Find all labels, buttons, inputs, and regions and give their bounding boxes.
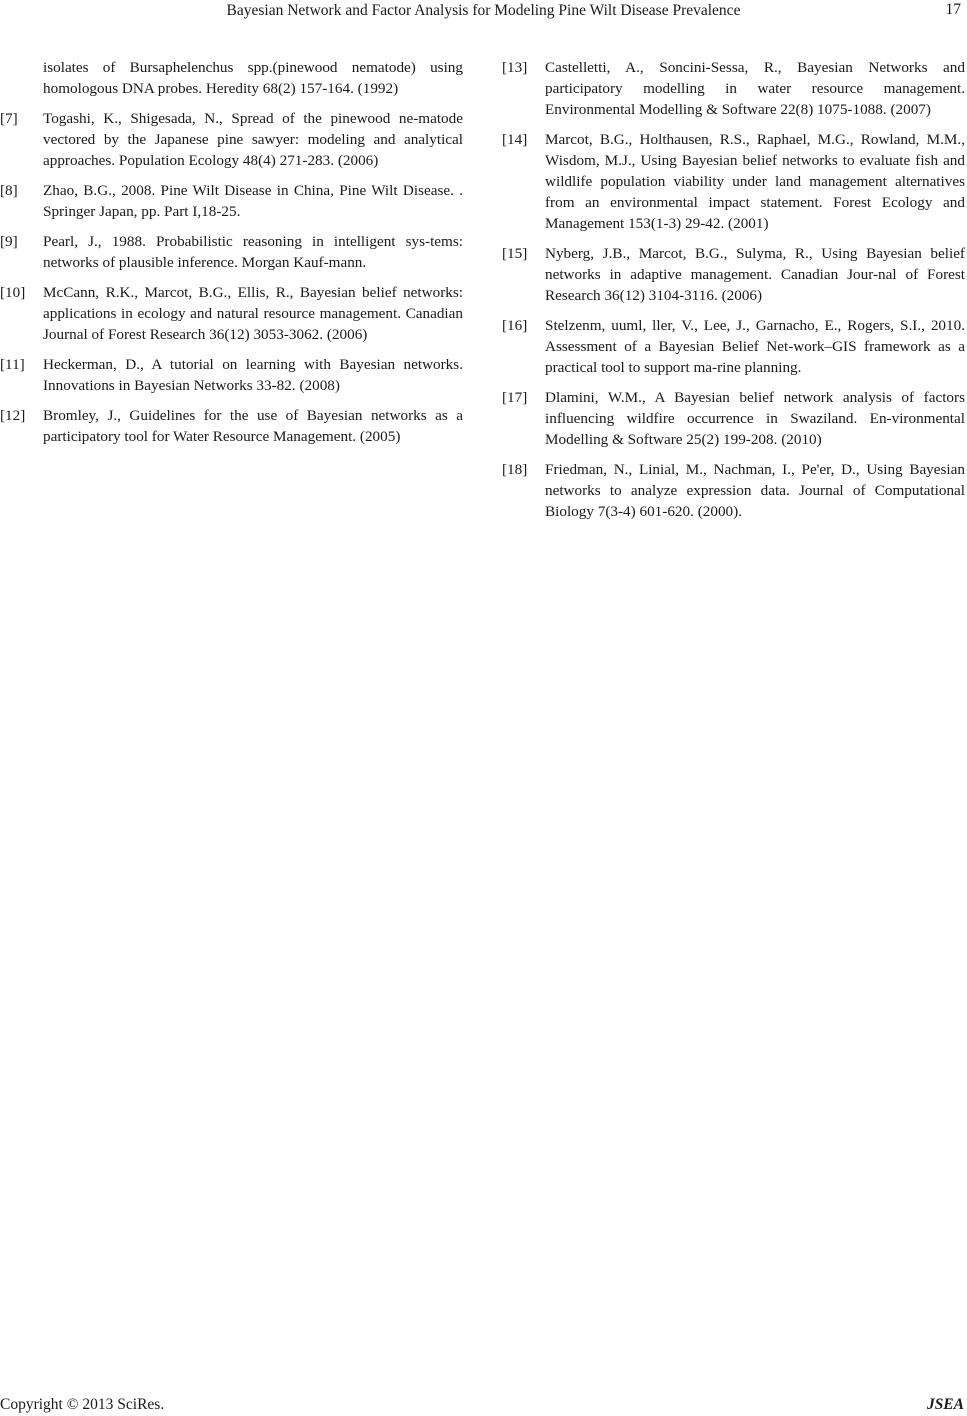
reference-13: [502, 57, 965, 120]
reference-number: [17]: [502, 389, 528, 406]
reference-number: [15]: [502, 245, 528, 262]
reference-number: [18]: [502, 461, 528, 478]
reference-17: [502, 387, 965, 450]
page-number: 17: [945, 1, 961, 18]
reference-text: Bromley, J., Guidelines for the use of Bayesian networks as a participatory tool for Water Resource Management. (2005): [43, 407, 463, 445]
reference-16: [502, 315, 965, 378]
references-right-column: [502, 57, 965, 531]
reference-number: [11]: [0, 356, 25, 373]
reference-12: [0, 405, 463, 447]
reference-9: [0, 231, 463, 273]
reference-10: [0, 282, 463, 345]
reference-number: [10]: [0, 284, 26, 301]
reference-7: [0, 108, 463, 171]
reference-text: Stelzenm, uuml, ller, V., Lee, J., Garnacho, E., Rogers, S.I., 2010. Assessment of a Bayesian Belief Net-work–GIS framework as a practical tool to support ma-rine planning.: [545, 317, 965, 376]
reference-text: Friedman, N., Linial, M., Nachman, I., Pe'er, D., Using Bayesian networks to analyze expression data. Journal of Computational Biology 7(3-4) 601-620. (2000).: [545, 461, 965, 520]
references-left-column: [0, 57, 463, 456]
reference-number: [8]: [0, 182, 18, 199]
running-title: Bayesian Network and Factor Analysis for Modeling Pine Wilt Disease Prevalence: [226, 2, 741, 19]
journal-abbreviation: JSEA: [926, 1396, 964, 1413]
reference-text: Zhao, B.G., 2008. Pine Wilt Disease in China, Pine Wilt Disease. . Springer Japan, pp. Part I,18-25.: [43, 182, 463, 220]
reference-number: [14]: [502, 131, 528, 148]
reference-11: [0, 354, 463, 396]
reference-text: Pearl, J., 1988. Probabilistic reasoning in intelligent sys-tems: networks of plausible inference. Morgan Kauf-mann.: [43, 233, 463, 271]
reference-text: Castelletti, A., Soncini-Sessa, R., Bayesian Networks and participatory modelling in water resource management. Environmental Modelling & Software 22(8) 1075-1088. (2007): [545, 59, 965, 118]
reference-number: [13]: [502, 59, 528, 76]
reference-text: Togashi, K., Shigesada, N., Spread of the pinewood ne-matode vectored by the Japanese pine sawyer: modeling and analytical approaches. Population Ecology 48(4) 271-283. (2006): [43, 110, 463, 169]
reference-number: [7]: [0, 110, 18, 127]
reference-18: [502, 459, 965, 522]
reference-continued: [0, 57, 463, 99]
copyright-notice: Copyright © 2013 SciRes.: [0, 1396, 165, 1413]
reference-text: Nyberg, J.B., Marcot, B.G., Sulyma, R., Using Bayesian belief networks in adaptive management. Canadian Jour-nal of Forest Research 36(12) 3104-3116. (2006): [545, 245, 965, 304]
reference-text: Marcot, B.G., Holthausen, R.S., Raphael, M.G., Rowland, M.M., Wisdom, M.J., Using Bayesian belief networks to evaluate fish and wildlife population viability under land management alternatives from an environmental impact statement. Forest Ecology and Management 153(1-3) 29-42. (2001): [545, 131, 965, 232]
reference-text: Dlamini, W.M., A Bayesian belief network analysis of factors influencing wildfire occurrence in Swaziland. En-vironmental Modelling & Software 25(2) 199-208. (2010): [545, 389, 965, 448]
reference-text: McCann, R.K., Marcot, B.G., Ellis, R., Bayesian belief networks: applications in ecology and natural resource management. Canadian Journal of Forest Research 36(12) 3053-3062. (2006): [43, 284, 463, 343]
reference-8: [0, 180, 463, 222]
reference-number: [9]: [0, 233, 18, 250]
running-header: [0, 0, 967, 24]
reference-number: [16]: [502, 317, 528, 334]
reference-text: Heckerman, D., A tutorial on learning with Bayesian networks. Innovations in Bayesian Networks 33-82. (2008): [43, 356, 463, 394]
reference-text: isolates of Bursaphelenchus spp.(pinewood nematode) using homologous DNA probes. Heredity 68(2) 157-164. (1992): [43, 59, 463, 97]
reference-15: [502, 243, 965, 306]
page-footer: [0, 1395, 967, 1415]
reference-number: [12]: [0, 407, 26, 424]
reference-14: [502, 129, 965, 234]
